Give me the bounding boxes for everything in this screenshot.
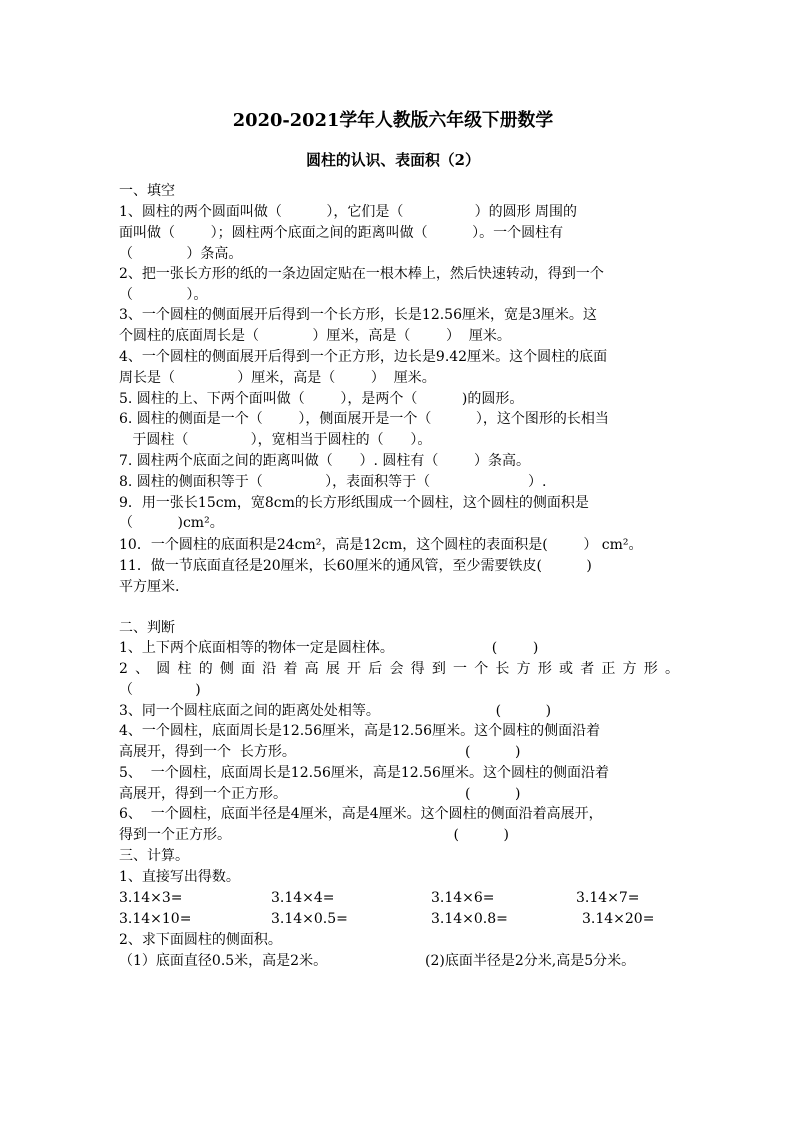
- calc-question-1: （1）底面直径0.5米，高是2米。: [119, 953, 328, 969]
- page-subtitle: 圆柱的认识、表面积（2）: [306, 151, 480, 169]
- question-line: 3、同一个圆柱底面之间的距离处处相等。 ( ): [119, 703, 552, 719]
- calc-item: 3.14×6=: [431, 890, 495, 906]
- calc-item: 3.14×20=: [582, 911, 655, 927]
- calc-part1-heading: 1、直接写出得数。: [119, 869, 240, 885]
- calc-item: 3.14×3=: [119, 890, 183, 906]
- calc-item: 3.14×4=: [271, 890, 335, 906]
- question-line: （ )cm²。: [119, 515, 224, 531]
- question-line: 个圆柱的底面周长是（ ）厘米，高是（ ） 厘米。: [119, 328, 511, 344]
- question-line: 8. 圆柱的侧面积等于（ ），表面积等于（ ）.: [119, 474, 547, 490]
- question-line: 6. 圆柱的侧面是一个（ ），侧面展开是一个（ ），这个图形的长相当: [119, 411, 609, 427]
- question-line: （ ）。: [119, 287, 208, 303]
- section-heading-true-false: 二、判断: [119, 620, 175, 636]
- calc-question-2: (2)底面半径是2分米,高是5分米。: [425, 953, 636, 969]
- calc-item: 3.14×10=: [119, 911, 192, 927]
- question-line: 10．一个圆柱的底面积是24cm²，高是12cm，这个圆柱的表面积是( ） cm²。: [119, 537, 643, 553]
- question-line: 2、圆柱的侧面沿着高展开后会得到一个长方形或者正方形。: [119, 661, 679, 677]
- question-line: 1、圆柱的两个圆面叫做（ ），它们是（ ）的圆形 周围的: [119, 204, 578, 220]
- section-heading-calculation: 三、计算。: [119, 848, 189, 864]
- page-title: 2020-2021学年人教版六年级下册数学: [232, 110, 554, 131]
- question-line: 4、一个圆柱的侧面展开后得到一个正方形，边长是9.42厘米。这个圆柱的底面: [119, 349, 608, 365]
- section-heading-fill-blank: 一、填空: [119, 183, 175, 199]
- calc-item: 3.14×0.5=: [271, 911, 348, 927]
- question-line: 高展开，得到一个 长方形。 ( ): [119, 744, 521, 760]
- question-line: 周长是（ ）厘米，高是（ ） 厘米。: [119, 370, 436, 386]
- question-line: 11．做一节底面直径是20厘米，长60厘米的通风管，至少需要铁皮( ): [119, 558, 592, 574]
- question-line: 5. 圆柱的上、下两个面叫做（ ），是两个（ )的圆形。: [119, 391, 524, 407]
- question-line: 面叫做（ ）；圆柱两个底面之间的距离叫做（ ）。一个圆柱有: [119, 225, 564, 241]
- question-line: 6、 一个圆柱，底面半径是4厘米，高是4厘米。这个圆柱的侧面沿着高展开，: [119, 806, 603, 822]
- calc-part2-heading: 2、求下面圆柱的侧面积。: [119, 932, 282, 948]
- question-line: （ ）条高。: [119, 246, 243, 262]
- question-line: 5、 一个圆柱，底面周长是12.56厘米，高是12.56厘米。这个圆柱的侧面沿着: [119, 765, 609, 781]
- question-line: 于圆柱（ ），宽相当于圆柱的（ ）。: [119, 432, 432, 448]
- question-line: 1、上下两个底面相等的物体一定是圆柱体。 ( ): [119, 640, 539, 656]
- question-line: 4、一个圆柱，底面周长是12.56厘米，高是12.56厘米。这个圆柱的侧面沿着: [119, 723, 601, 739]
- question-line: 7. 圆柱两个底面之间的距离叫做（ ）. 圆柱有（ ）条高。: [119, 453, 531, 469]
- calc-item: 3.14×7=: [576, 890, 640, 906]
- question-line: （ ): [119, 682, 201, 698]
- question-line: 9．用一张长15cm，宽8cm的长方形纸围成一个圆柱，这个圆柱的侧面积是: [119, 495, 589, 511]
- question-line: 高展开，得到一个正方形。 ( ): [119, 786, 521, 802]
- question-line: 平方厘米.: [119, 579, 180, 595]
- question-line: 得到一个正方形。 ( ): [119, 827, 509, 843]
- question-line: 2、把一张长方形的纸的一条边固定贴在一根木棒上，然后快速转动，得到一个: [119, 266, 604, 282]
- calc-item: 3.14×0.8=: [431, 911, 508, 927]
- question-line: 3、一个圆柱的侧面展开后得到一个长方形，长是12.56厘米，宽是3厘米。这: [119, 307, 597, 323]
